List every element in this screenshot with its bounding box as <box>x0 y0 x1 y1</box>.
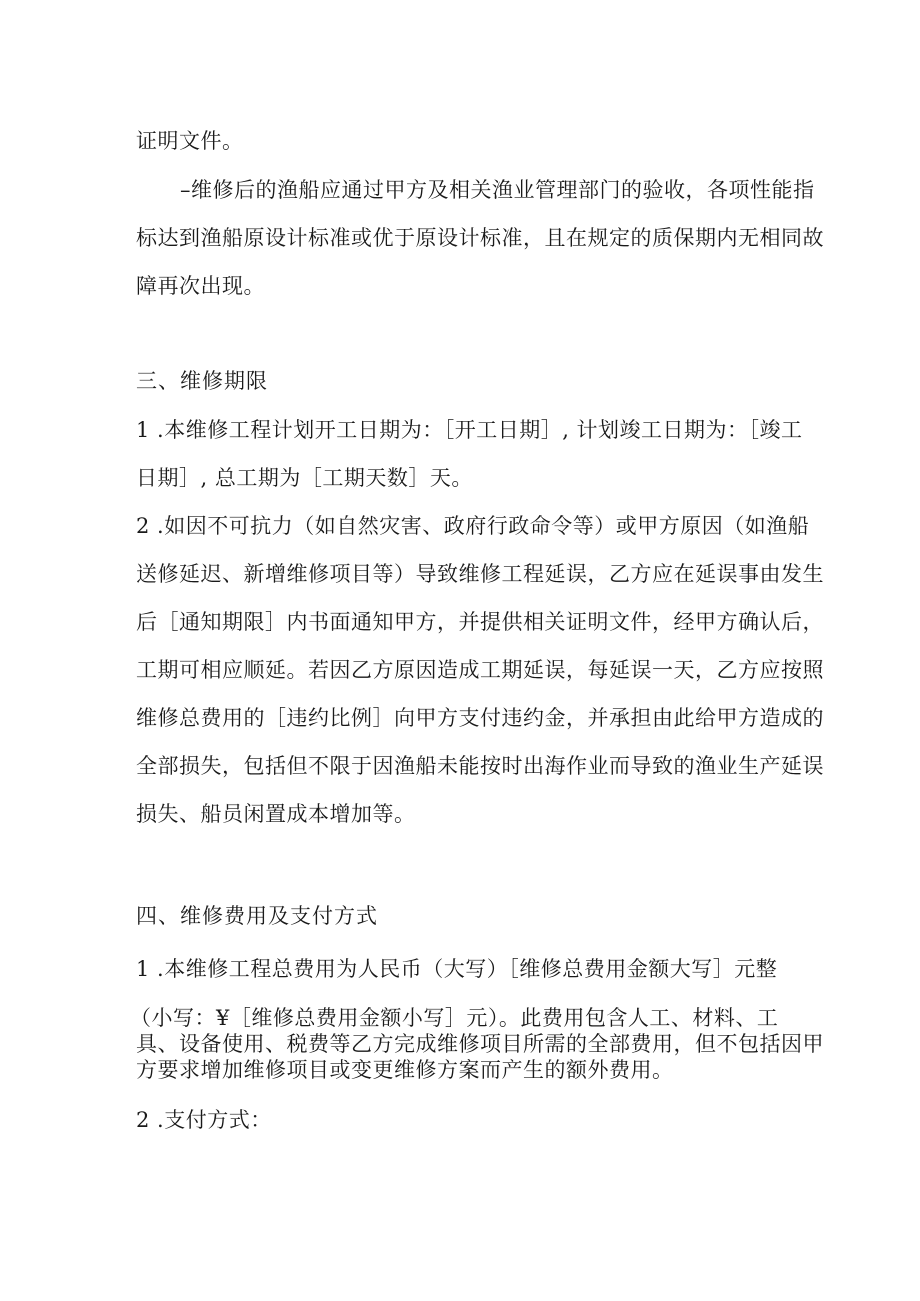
section-3-item-2-line-4: 工期可相应顺延。若因乙方原因造成工期延误，每延误一天，乙方应按照 <box>136 658 824 682</box>
section-3-item-2-line-5: 维修总费用的［违约比例］向甲方支付违约金，并承担由此给甲方造成的 <box>136 706 824 730</box>
section-4-item-1-line-1: 1 .本维修工程总费用为人民币（大写）［维修总费用金额大写］元整 <box>136 957 778 981</box>
section-3-item-2-line-7: 损失、船员闲置成本增加等。 <box>136 802 416 826</box>
section-3-item-2-line-3: 后［通知期限］内书面通知甲方，并提供相关证明文件，经甲方确认后， <box>136 610 824 634</box>
section-4-item-1-line-4: 方要求增加维修项目或变更维修方案而产生的额外费用。 <box>136 1058 674 1082</box>
section-3-item-2-line-2: 送修延迟、新增维修项目等）导致维修工程延误，乙方应在延误事由发生 <box>136 562 824 586</box>
paragraph-continuation: 证明文件。 <box>136 129 244 153</box>
acceptance-line-3: 障再次出现。 <box>136 274 265 298</box>
section-4-item-2-line-1: 2 .支付方式： <box>136 1108 272 1132</box>
section-4-item-1-line-3: 具、设备使用、税费等乙方完成维修项目所需的全部费用，但不包括因甲 <box>136 1032 824 1056</box>
section-4-item-1-line-2: （小写：¥［维修总费用金额小写］元）。此费用包含人工、材料、工 <box>130 1006 779 1030</box>
section-3-item-1-line-1: 1 .本维修工程计划开工日期为：［开工日期］, 计划竣工日期为：［竣工 <box>136 418 803 442</box>
section-4-heading: 四、维修费用及支付方式 <box>136 904 378 928</box>
section-3-item-2-line-6: 全部损失，包括但不限于因渔船未能按时出海作业而导致的渔业生产延误 <box>136 754 824 778</box>
acceptance-line-1: –维修后的渔船应通过甲方及相关渔业管理部门的验收，各项性能指 <box>180 178 815 202</box>
section-3-heading: 三、维修期限 <box>136 369 268 393</box>
section-3-item-2-line-1: 2 .如因不可抗力（如自然灾害、政府行政命令等）或甲方原因（如渔船 <box>136 514 810 538</box>
acceptance-line-2: 标达到渔船原设计标准或优于原设计标准，且在规定的质保期内无相同故 <box>136 226 824 250</box>
section-3-item-1-line-2: 日期］, 总工期为［工期天数］天。 <box>136 466 473 490</box>
